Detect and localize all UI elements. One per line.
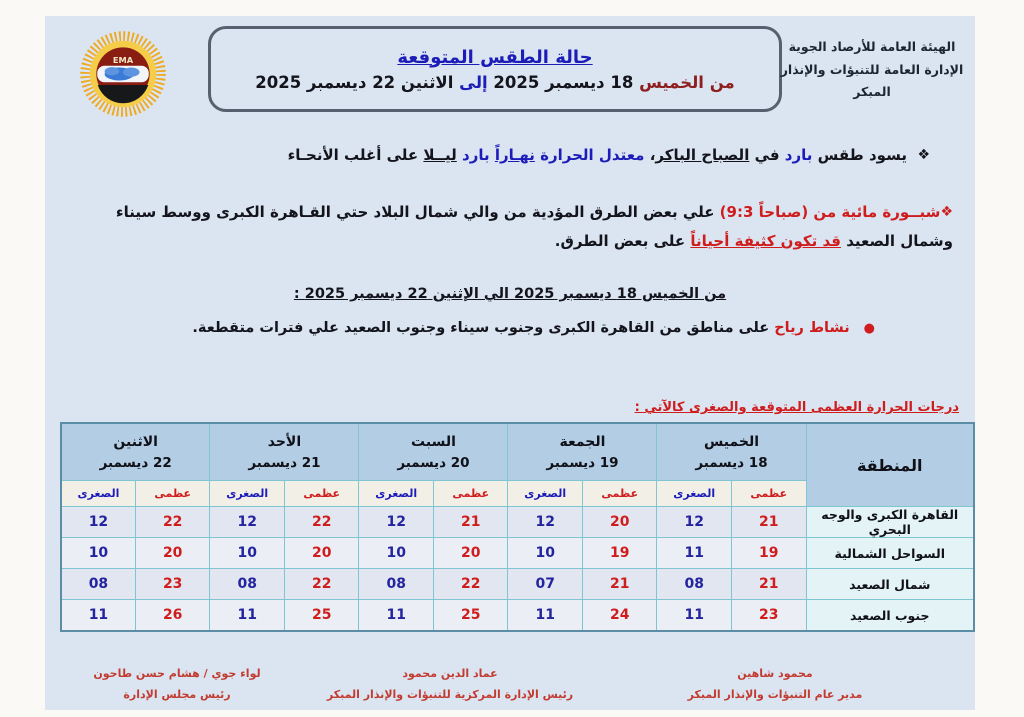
temp-min-cell: 11 — [657, 538, 732, 569]
region-cell: السواحل الشمالية — [806, 538, 974, 569]
temp-min-cell: 10 — [508, 538, 583, 569]
min-label: الصغرى — [657, 481, 732, 507]
subtitle-date1: 18 ديسمبر 2025 — [487, 72, 634, 92]
min-label: الصغرى — [359, 481, 434, 507]
day-column-header — [210, 423, 359, 481]
day-header-row — [61, 423, 974, 481]
b1-text: في — [749, 146, 785, 164]
temp-max-cell: 21 — [433, 507, 508, 538]
min-label: الصغرى — [210, 481, 285, 507]
table-row — [61, 507, 974, 538]
temp-min-cell: 12 — [359, 507, 434, 538]
max-label: عظمى — [284, 481, 359, 507]
subtitle-date2: الاثنين 22 ديسمبر 2025 — [255, 72, 454, 92]
temp-min-cell: 11 — [210, 600, 285, 632]
b1-text: ، — [644, 146, 656, 164]
day-name: الأحد — [267, 433, 302, 450]
temp-min-cell: 07 — [508, 569, 583, 600]
subtitle-from: من الخميس — [633, 72, 735, 92]
diamond-bullet-icon: ❖ — [940, 204, 953, 220]
temp-max-cell: 25 — [284, 600, 359, 632]
temp-max-cell: 20 — [284, 538, 359, 569]
b2-dense-sometimes: قد تكون كثيفة أحياناً — [690, 232, 841, 251]
temp-min-cell: 11 — [657, 600, 732, 632]
region-cell: القاهرة الكبرى والوجه البحري — [806, 507, 974, 538]
day-name: الخميس — [703, 433, 760, 450]
b3-text: على مناطق من القاهرة الكبرى وجنوب سيناء وجنوب الصعيد علي فترات متقطعة. — [192, 320, 775, 336]
temp-min-cell: 12 — [210, 507, 285, 538]
temp-max-cell: 25 — [433, 600, 508, 632]
max-label: عظمى — [732, 481, 807, 507]
subtitle-to: إلى — [453, 72, 488, 92]
b2-fog: شبــورة مائية من — [808, 203, 941, 221]
signature-title: رئيس مجلس الإدارة — [123, 687, 231, 701]
sun-emblem-icon — [77, 28, 169, 120]
signature-central-admin-head — [305, 664, 595, 706]
temp-max-cell: 19 — [582, 538, 657, 569]
day-date: 21 ديسمبر — [248, 454, 321, 471]
b2-time-range: (9:3 صباحاً) — [719, 203, 809, 221]
bulletin-title: حالة الطقس المتوقعة — [397, 46, 593, 68]
min-label: الصغرى — [61, 481, 136, 507]
b1-moderate: معتدل الحرارة — [534, 146, 645, 164]
temp-max-cell: 19 — [732, 538, 807, 569]
signature-forecast-director — [635, 664, 915, 706]
temp-min-cell: 10 — [210, 538, 285, 569]
region-column-header: المنطقة — [806, 423, 974, 507]
day-date: 22 ديسمبر — [99, 454, 172, 471]
temp-min-cell: 08 — [61, 569, 136, 600]
temp-min-cell: 10 — [359, 538, 434, 569]
diamond-bullet-icon: ❖ — [917, 147, 930, 163]
signature-name: محمود شاهين — [737, 667, 813, 680]
max-label: عظمى — [135, 481, 210, 507]
temp-max-cell: 21 — [732, 569, 807, 600]
signature-title: مدير عام التنبؤات والإنذار المبكر — [687, 687, 863, 701]
b2-text: على بعض الطرق. — [554, 232, 691, 251]
temp-max-cell: 20 — [582, 507, 657, 538]
day-date: 19 ديسمبر — [546, 454, 619, 471]
day-name: الجمعة — [559, 433, 606, 450]
temp-max-cell: 26 — [135, 600, 210, 632]
temperatures-table — [60, 422, 975, 632]
temp-min-cell: 08 — [359, 569, 434, 600]
max-label: عظمى — [433, 481, 508, 507]
temp-min-cell: 08 — [657, 569, 732, 600]
temperatures-heading: درجات الحرارة العظمى المتوقعة والصغرى كالآتي : — [634, 400, 959, 415]
signature-board-chairman — [63, 664, 291, 706]
temp-max-cell: 22 — [284, 507, 359, 538]
weather-summary-bullet — [165, 146, 930, 164]
signature-name: عماد الدين محمود — [402, 667, 498, 680]
fog-warning-bullet — [100, 198, 953, 257]
ema-logo — [77, 28, 169, 120]
b1-daytime: نهـاراً — [494, 146, 535, 164]
agency-name: الهيئة العامة للأرصاد الجوية — [788, 39, 956, 54]
b1-text: على أغلب الأنحـاء — [287, 146, 424, 164]
temp-min-cell: 12 — [61, 507, 136, 538]
temp-max-cell: 23 — [732, 600, 807, 632]
table-row — [61, 600, 974, 632]
day-name: الاثنين — [113, 433, 158, 450]
b1-early-morning: الصباح الباكر — [655, 146, 750, 164]
b1-text: يسود طقس — [812, 146, 907, 164]
region-cell: جنوب الصعيد — [806, 600, 974, 632]
table-row — [61, 538, 974, 569]
title-box — [208, 26, 782, 112]
day-column-header — [61, 423, 210, 481]
temp-min-cell: 11 — [359, 600, 434, 632]
agency-department: الإدارة العامة للتنبؤات والإنذار المبكر — [780, 61, 964, 99]
temp-min-cell: 12 — [508, 507, 583, 538]
bulletin-page — [45, 16, 975, 710]
temp-min-cell: 12 — [657, 507, 732, 538]
agency-header — [773, 36, 971, 104]
signature-title: رئيس الإدارة المركزية للتنبؤات والإنذار المبكر — [326, 687, 574, 701]
wind-activity-bullet — [105, 320, 875, 336]
temp-max-cell: 22 — [284, 569, 359, 600]
b1-cold2: بارد — [456, 146, 495, 164]
temp-min-cell: 11 — [61, 600, 136, 632]
day-column-header — [359, 423, 508, 481]
temp-min-cell: 08 — [210, 569, 285, 600]
logo-text: EMA — [112, 54, 134, 65]
temp-max-cell: 21 — [732, 507, 807, 538]
bulletin-subtitle — [255, 73, 735, 92]
b3-wind: نشاط رياح — [774, 320, 850, 336]
table-row — [61, 569, 974, 600]
signature-name: لواء جوي / هشام حسن طاحون — [93, 667, 261, 680]
forecast-period-heading: من الخميس 18 ديسمبر 2025 الي الإثنين 22 ديسمبر 2025 : — [293, 286, 727, 302]
temp-max-cell: 21 — [582, 569, 657, 600]
max-label: عظمى — [582, 481, 657, 507]
temp-max-cell: 22 — [135, 507, 210, 538]
min-label: الصغرى — [508, 481, 583, 507]
temp-max-cell: 24 — [582, 600, 657, 632]
round-bullet-icon: ● — [863, 321, 875, 336]
day-column-header — [657, 423, 806, 481]
temp-max-cell: 23 — [135, 569, 210, 600]
day-column-header — [508, 423, 657, 481]
day-date: 18 ديسمبر — [695, 454, 768, 471]
day-name: السبت — [411, 433, 456, 450]
day-date: 20 ديسمبر — [397, 454, 470, 471]
temp-max-cell: 20 — [135, 538, 210, 569]
temp-max-cell: 20 — [433, 538, 508, 569]
b2-roads: علي بعض الطرق المؤدية من والي شمال البلاد حتي القـاهرة الكبرى ووسط سيناء وشمال الصعيد — [115, 203, 953, 251]
region-cell: شمال الصعيد — [806, 569, 974, 600]
b1-cold: بارد — [784, 146, 813, 164]
b1-night: ليــلا — [423, 146, 457, 164]
temp-min-cell: 11 — [508, 600, 583, 632]
temp-min-cell: 10 — [61, 538, 136, 569]
temp-max-cell: 22 — [433, 569, 508, 600]
